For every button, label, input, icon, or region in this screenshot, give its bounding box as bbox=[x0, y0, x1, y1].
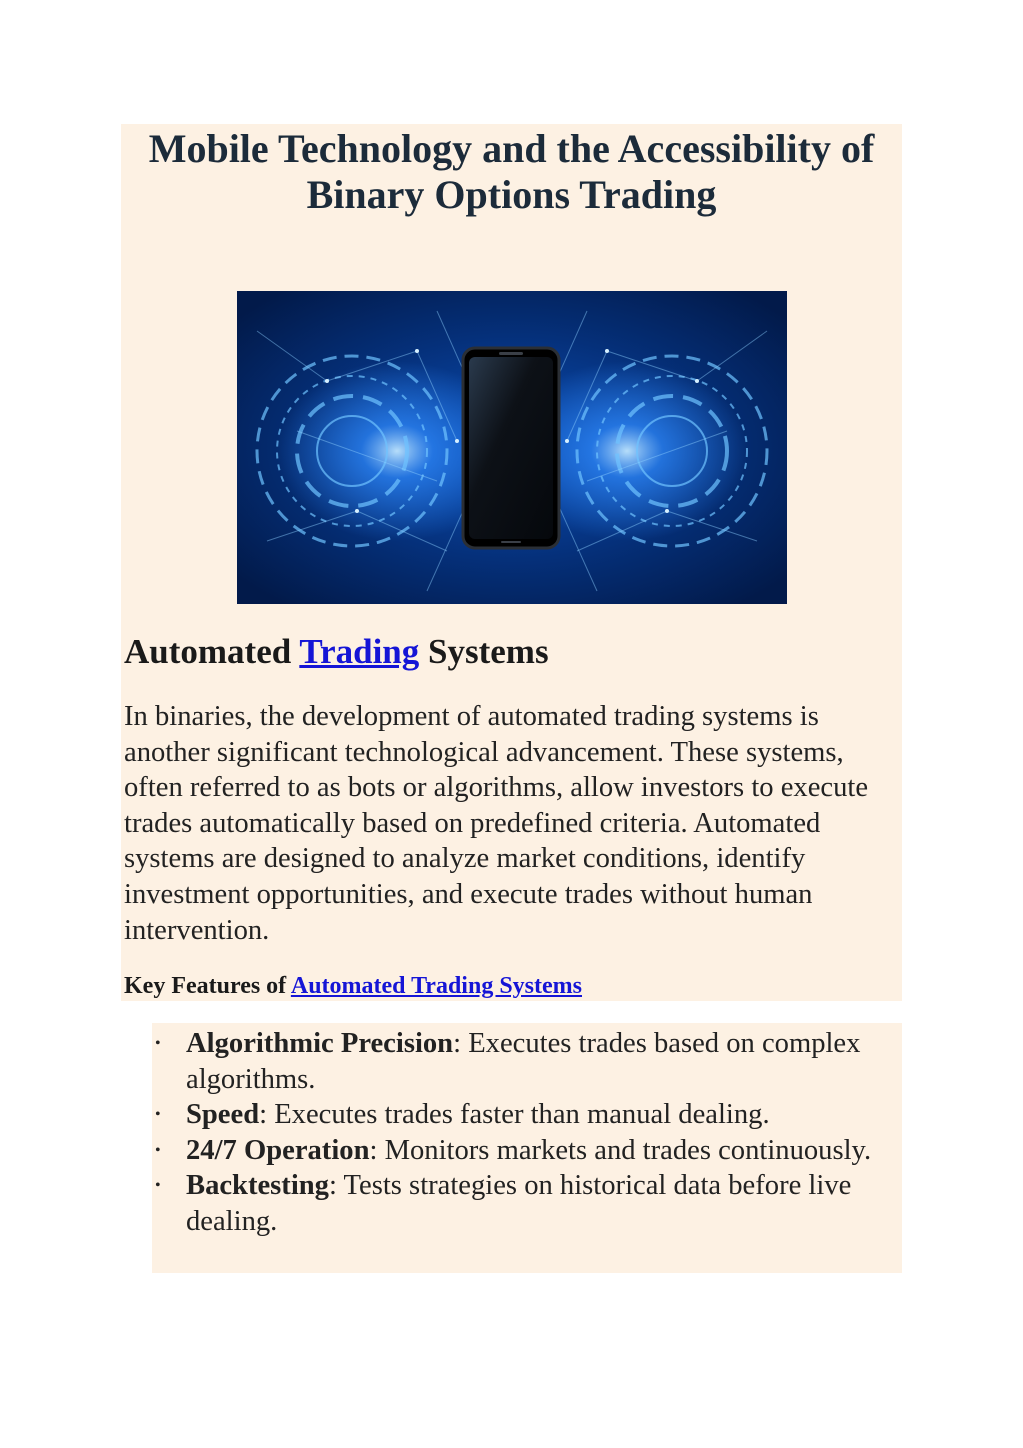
list-item bbox=[155, 1133, 891, 1169]
heading-text-after: Systems bbox=[419, 632, 549, 671]
feature-separator: : bbox=[453, 1028, 462, 1059]
feature-desc: Executes trades based on complex algorithms. bbox=[186, 1028, 861, 1095]
feature-desc: Executes trades faster than manual dealing. bbox=[267, 1099, 770, 1131]
feature-term: Backtesting bbox=[186, 1170, 329, 1202]
bullet-icon: • bbox=[155, 1106, 161, 1124]
automated-trading-systems-link[interactable]: Automated Trading Systems bbox=[290, 973, 582, 999]
feature-separator: : bbox=[259, 1099, 268, 1131]
features-heading bbox=[124, 970, 582, 1002]
list-item bbox=[155, 1097, 891, 1133]
bullet-icon: • bbox=[155, 1177, 161, 1195]
bullet-icon: • bbox=[155, 1035, 161, 1052]
features-heading-prefix: Key Features of bbox=[124, 973, 291, 999]
hero-image bbox=[237, 291, 787, 604]
bullet-icon: • bbox=[155, 1141, 161, 1159]
section-heading bbox=[124, 630, 549, 674]
heading-text-before: Automated bbox=[124, 632, 300, 671]
feature-term: Algorithmic Precision bbox=[186, 1028, 454, 1059]
feature-separator: : bbox=[369, 1134, 378, 1166]
feature-desc: Monitors markets and trades continuously. bbox=[377, 1134, 872, 1166]
feature-list bbox=[155, 1026, 891, 1240]
feature-term: Speed bbox=[186, 1099, 260, 1131]
feature-term: 24/7 Operation bbox=[186, 1134, 370, 1166]
page-title: Mobile Technology and the Accessibility of Binary Options Trading bbox=[148, 126, 875, 217]
feature-desc: Tests strategies on historical data before live dealing. bbox=[186, 1170, 852, 1237]
feature-separator: : bbox=[328, 1170, 337, 1202]
smartphone-network-illustration bbox=[237, 291, 787, 604]
list-item bbox=[155, 1168, 891, 1239]
trading-link[interactable]: Trading bbox=[299, 632, 420, 671]
section-paragraph: In binaries, the development of automated trading systems is another significant technological advancement. These systems, often referred to as bots or algorithms, allow investors to execute trades automatically based on predefined criteria. Automated systems are designed to analyze market conditions, identify investment opportunities, and execute trades without human intervention. bbox=[124, 701, 869, 946]
list-item bbox=[155, 1026, 891, 1097]
